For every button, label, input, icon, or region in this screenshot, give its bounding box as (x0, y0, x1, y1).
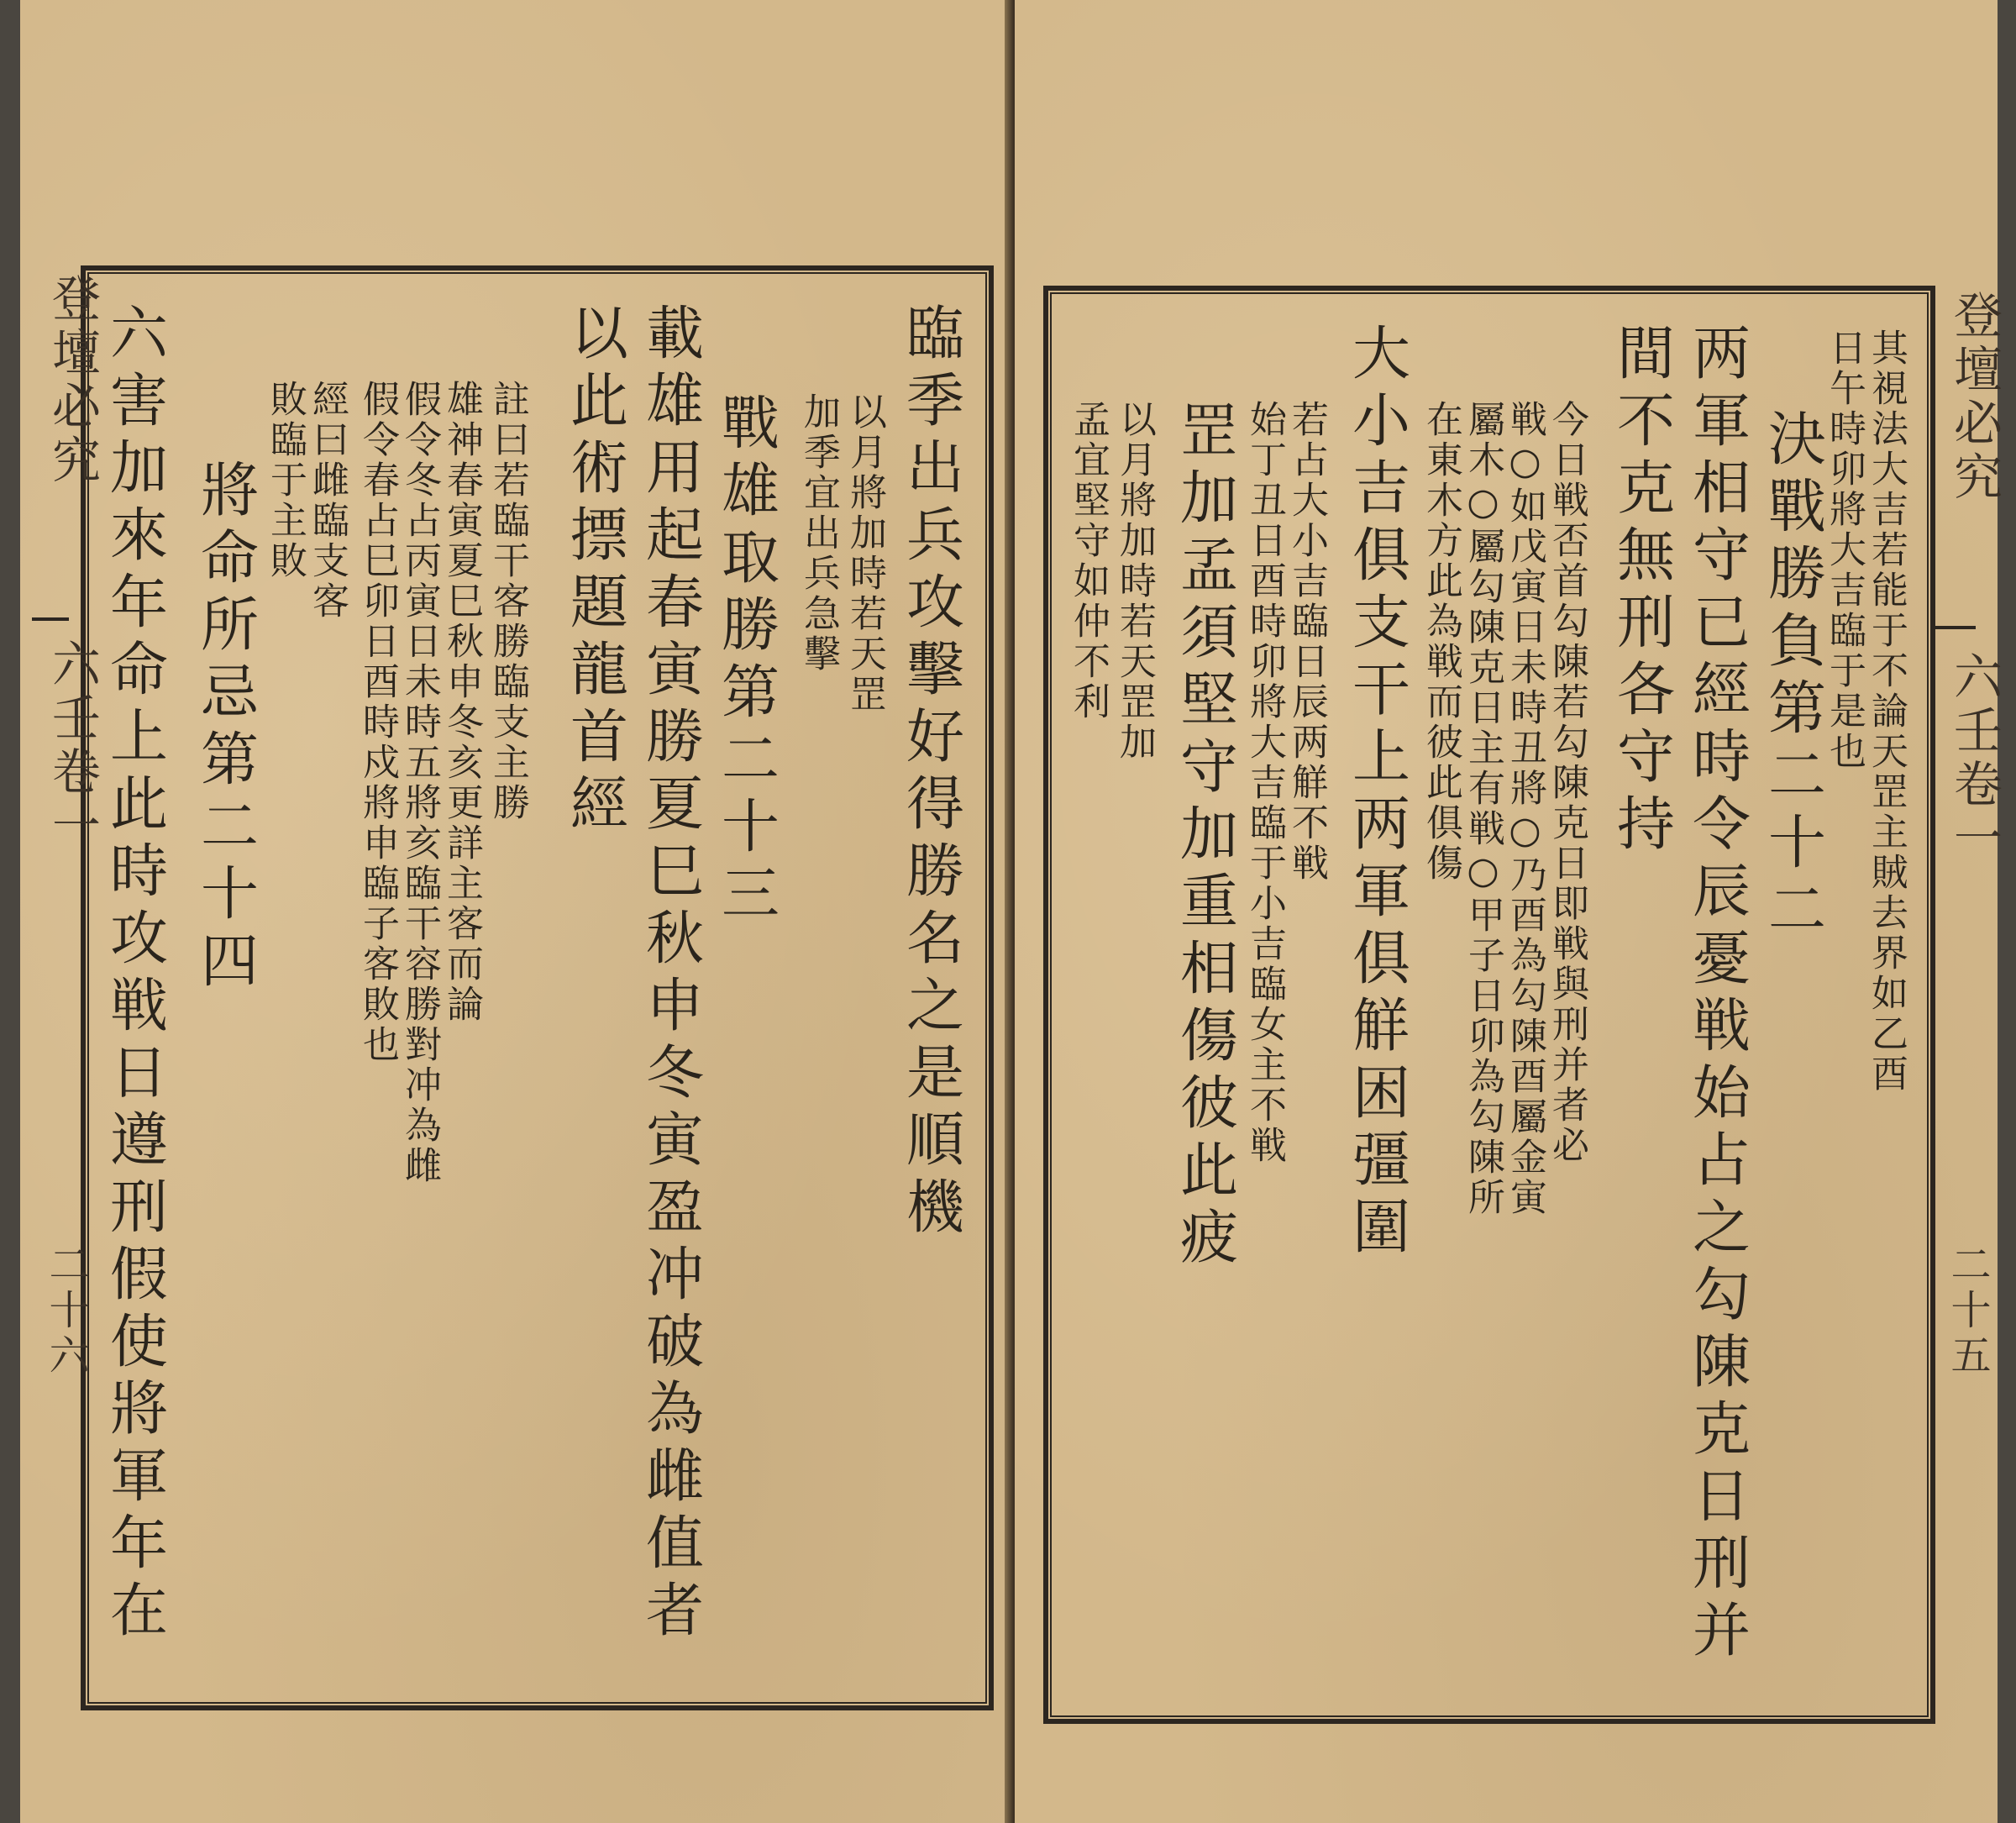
left-page (20, 0, 1011, 1823)
text-column: 以月將加時若天罡加 (1113, 400, 1156, 763)
right-page (1015, 0, 2003, 1823)
fold-juan: 六壬卷一 (44, 638, 101, 854)
fold-title: 登壇必究 (1945, 290, 2003, 505)
right-text-frame (1043, 286, 1935, 1724)
text-column: 日午時卯將大吉臨于是也 (1823, 328, 1866, 772)
text-column: 戰雄取勝第二十三 (711, 392, 779, 930)
text-column: 两軍相守已經時令辰憂戦始占之勾陳克日刑并 (1683, 323, 1750, 1667)
fold-title: 登壇必究 (44, 273, 101, 488)
text-column: 決戰勝負第二十二 (1758, 408, 1825, 946)
text-column: 臨季出兵攻擊好得勝名之是順機 (896, 302, 963, 1243)
text-column: 以此術摽題龍首經 (560, 302, 627, 840)
text-column: 假令冬占丙寅日未時五將亥臨干容勝對冲為雌 (398, 380, 441, 1186)
text-column: 若占大小吉臨日辰两觧不戦 (1285, 400, 1328, 884)
text-column: 孟宜堅守如仲不利 (1067, 400, 1110, 722)
text-column: 戦○如戊寅日未時丑將○乃酉為勾陳酉屬金寅 (1504, 400, 1546, 1218)
text-column: 始丁丑日酉時卯將大吉臨于小吉臨女主不戦 (1243, 400, 1286, 1166)
fold-folio: 二十六 (42, 1243, 89, 1379)
text-column: 加季宜出兵急擊 (797, 392, 840, 675)
left-text-frame (81, 265, 994, 1710)
text-column: 雄神春寅夏巳秋申冬亥更詳主客而論 (440, 380, 483, 1025)
text-column: 在東木方此為戦而彼此俱傷 (1420, 400, 1462, 884)
fold-separator (32, 617, 69, 621)
fold-separator (1934, 626, 1976, 629)
text-column: 六害加來年命上此時攻戦日遵刑假使將軍年在 (100, 302, 167, 1647)
text-column: 罡加孟須堅守加重相傷彼此疲 (1170, 400, 1237, 1274)
fold-juan: 六壬卷一 (1945, 651, 2003, 866)
text-column: 屬木○屬勾陳克日主有戦○甲子日卯為勾陳所 (1462, 400, 1504, 1218)
text-column: 將命所忌第二十四 (191, 460, 258, 997)
text-column: 敗臨于主敗 (264, 380, 307, 581)
text-column: 其視法大吉若能于不論天罡主賊去界如乙酉 (1865, 328, 1908, 1095)
text-column: 大小吉俱支干上两軍俱觧困彊圍 (1342, 323, 1410, 1263)
text-column: 經曰雌臨支客 (306, 380, 349, 622)
text-column: 以月將加時若天罡 (843, 392, 886, 715)
text-column: 今日戦否首勾陳若勾陳克日即戦與刑并者必 (1546, 400, 1588, 1166)
text-column: 註曰若臨干客勝臨支主勝 (486, 380, 529, 823)
text-column: 載雄用起春寅勝夏巳秋申冬寅盈冲破為雌值者 (636, 302, 703, 1647)
text-column: 假令春占巳卯日酉時戍將申臨子客敗也 (356, 380, 399, 1065)
fold-folio: 二十五 (1944, 1243, 1991, 1379)
text-column: 間不克無刑各守持 (1607, 323, 1674, 860)
